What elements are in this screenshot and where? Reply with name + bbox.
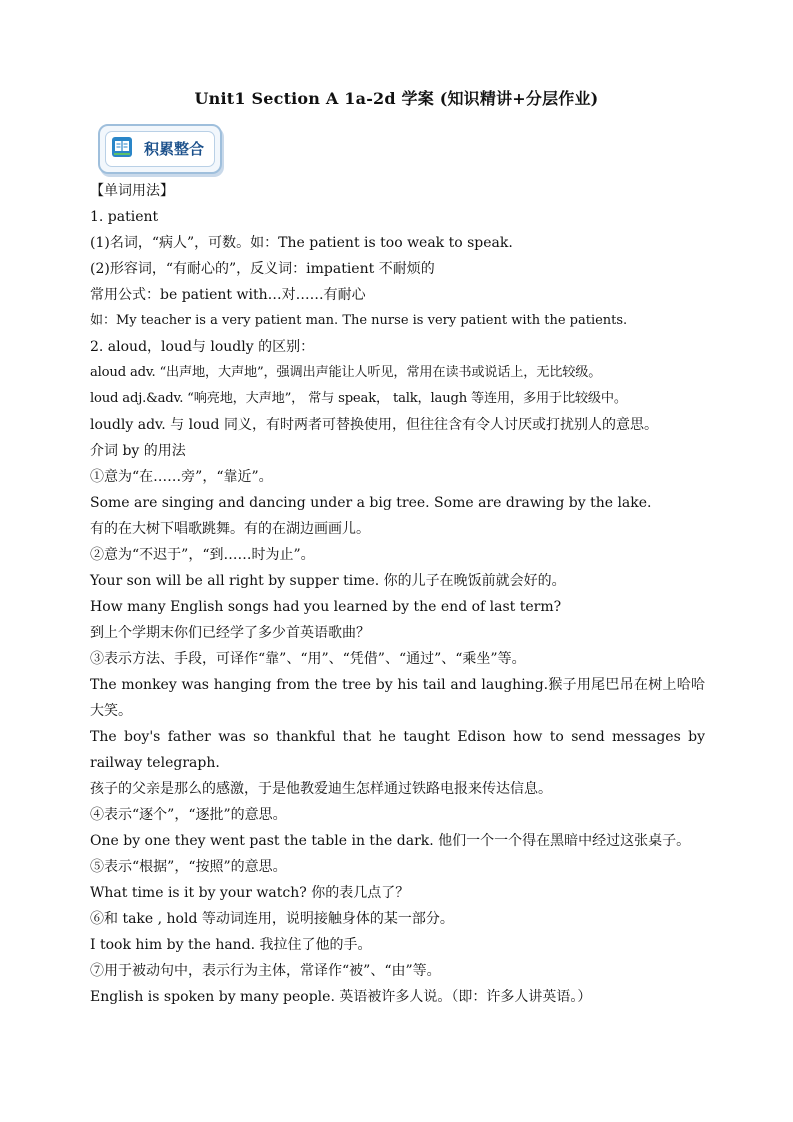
- section-badge: [98, 124, 222, 174]
- text-line: 1. patient: [90, 209, 159, 225]
- content-body: [90, 178, 705, 1010]
- text-line: 介词 by 的用法: [90, 443, 186, 459]
- text-line: 【单词用法】: [90, 183, 174, 199]
- text-line: 到上个学期末你们已经学了多少首英语歌曲？: [90, 625, 370, 641]
- text-line: 常用公式：be patient with…对……有耐心: [90, 287, 366, 303]
- text-line: 有的在大树下唱歌跳舞。有的在湖边画画儿。: [90, 521, 370, 537]
- text-line: One by one they went past the table in the dark. 他们一个一个得在黑暗中经过这张桌子。: [90, 833, 691, 849]
- text-line: loudly adv. 与 loud 同义，有时两者可替换使用，但往往含有令人讨厌或打扰别人的意思。: [90, 417, 658, 433]
- text-line: ⑦用于被动句中，表示行为主体，常译作“被”、“由”等。: [90, 963, 441, 979]
- text-line: ⑥和 take , hold 等动词连用，说明接触身体的某一部分。: [90, 911, 454, 927]
- text-line: Your son will be all right by supper time. 你的儿子在晚饭前就会好的。: [90, 573, 566, 589]
- text-line: 孩子的父亲是那么的感激，于是他教爱迪生怎样通过铁路电报来传达信息。: [90, 781, 552, 797]
- text-line: aloud adv. “出声地，大声地”，强调出声能让人听见，常用在读书或说话上，无比较级。: [90, 365, 602, 380]
- text-line: ⑤表示“根据”，“按照”的意思。: [90, 859, 287, 875]
- book-icon: [110, 135, 134, 159]
- text-line: ④表示“逐个”，“逐批”的意思。: [90, 807, 287, 823]
- text-line: 如：My teacher is a very patient man. The nurse is very patient with the patients.: [90, 313, 628, 328]
- text-line: The monkey was hanging from the tree by his tail and laughing.猴子用尾巴吊在树上哈哈大笑。: [90, 677, 705, 719]
- text-line: ②意为“不迟于”，“到……时为止”。: [90, 547, 315, 563]
- text-line: Some are singing and dancing under a big tree. Some are drawing by the lake.: [90, 495, 652, 511]
- badge-label: 积累整合: [144, 140, 205, 158]
- text-line: loud adj.&adv. “响亮地，大声地”， 常与 speak， talk，laugh 等连用，多用于比较级中。: [90, 391, 627, 406]
- text-line: (1)名词，“病人”，可数。如：The patient is too weak to speak.: [90, 235, 513, 251]
- text-line: ①意为“在……旁”，“靠近”。: [90, 469, 273, 485]
- text-line: ③表示方法、手段，可译作“靠”、“用”、“凭借”、“通过”、“乘坐”等。: [90, 651, 526, 667]
- text-line: 2. aloud，loud与 loudly 的区别：: [90, 339, 315, 355]
- text-line: (2)形容词，“有耐心的”，反义词：impatient 不耐烦的: [90, 261, 435, 277]
- text-line: What time is it by your watch? 你的表几点了？: [90, 885, 410, 901]
- text-line: English is spoken by many people. 英语被许多人说。（即：许多人讲英语。）: [90, 989, 592, 1005]
- page-title: Unit1 Section A 1a-2d 学案 (知识精讲+分层作业): [194, 89, 599, 108]
- text-line: How many English songs had you learned by the end of last term?: [90, 599, 562, 615]
- text-line: I took him by the hand. 我拉住了他的手。: [90, 937, 372, 953]
- text-line: The boy's father was so thankful that he taught Edison how to send messages by railway telegraph.: [90, 729, 705, 771]
